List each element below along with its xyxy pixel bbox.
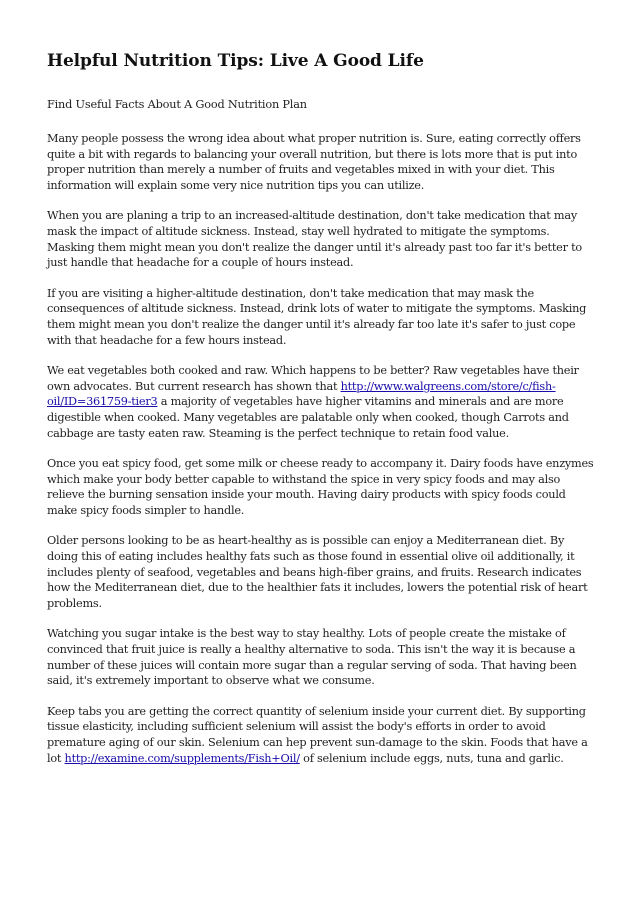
paragraph-text: of selenium include eggs, nuts, tuna and garlic.: [299, 751, 564, 765]
document-page: [47, 49, 595, 781]
document-title: Helpful Nutrition Tips: Live A Good Life: [47, 51, 424, 71]
examine-fish-oil-link[interactable]: http://examine.com/supplements/Fish+Oil/: [64, 751, 300, 765]
paragraph-text: a majority of vegetables have higher vitamins and minerals and are more digestible when cooked. Many vegetables are palatable only when cooked, though Carrots and cabbage are tasty eaten raw. Steaming is the perfect technique to retain food value.: [47, 395, 569, 440]
paragraph-altitude-1: When you are planing a trip to an increased-altitude destination, don't take medication that may mask the impact of altitude sickness. Instead, stay well hydrated to mitigate the symptoms. Masking them might mean you don't realize the danger until it's already past too far it's better to just handle that headache for a couple of hours instead.: [47, 209, 582, 270]
paragraph-intro: Many people possess the wrong idea about what proper nutrition is. Sure, eating correctly offers quite a bit with regards to balancing your overall nutrition, but there is lots more that is put into proper nutrition than merely a number of fruits and vegetables mixed in with your diet. This information will explain some very nice nutrition tips you can utilize.: [47, 132, 581, 192]
paragraph-text: Keep tabs you are getting the correct quantity of selenium inside your current diet. By supporting tissue elasticity, including sufficient selenium will assist the body's efforts in order to avoid premature aging of our skin. Selenium can hep prevent sun-damage to the skin. Foods that have a lot: [47, 704, 588, 765]
paragraph-text: We eat vegetables both cooked and raw. Which happens to be better? Raw vegetables have their own advocates. But current research has shown that: [47, 364, 579, 393]
paragraph-altitude-2: If you are visiting a higher-altitude destination, don't take medication that may mask the consequences of altitude sickness. Instead, drink lots of water to mitigate the symptoms. Masking them might mean you don't realize the danger until it's already far too late it's safer to just cope with that headache for a few hours instead.: [47, 286, 587, 347]
paragraph-sugar: Watching you sugar intake is the best way to stay healthy. Lots of people create the mistake of convinced that fruit juice is really a healthy alternative to soda. This isn't the way it is because a number of these juices will contain more sugar than a regular serving of soda. That having been said, it's extremely important to observe what we consume.: [47, 627, 577, 688]
paragraph-spicy-food: Once you eat spicy food, get some milk or cheese ready to accompany it. Dairy foods have enzymes which make your body better capable to withstand the spice in very spicy foods and may also relieve the burning sensation inside your mouth. Having dairy products with spicy foods could make spicy foods simpler to handle.: [47, 457, 594, 517]
document-subtitle: Find Useful Facts About A Good Nutrition Plan: [47, 98, 307, 111]
paragraph-vegetables: [47, 363, 595, 441]
walgreens-fish-oil-link[interactable]: http://www.walgreens.com/store/c/fish-oil/ID=361759-tier3: [47, 379, 556, 409]
paragraph-selenium: [47, 704, 595, 766]
paragraph-mediterranean: Older persons looking to be as heart-healthy as is possible can enjoy a Mediterranean diet. By doing this of eating includes healthy fats such as those found in essential olive oil additionally, it includes plenty of seafood, vegetables and beans high-fiber grains, and fruits. Research indicates how the Mediterranean diet, due to the healthier fats it includes, lowers the potential risk of heart problems.: [47, 534, 588, 610]
